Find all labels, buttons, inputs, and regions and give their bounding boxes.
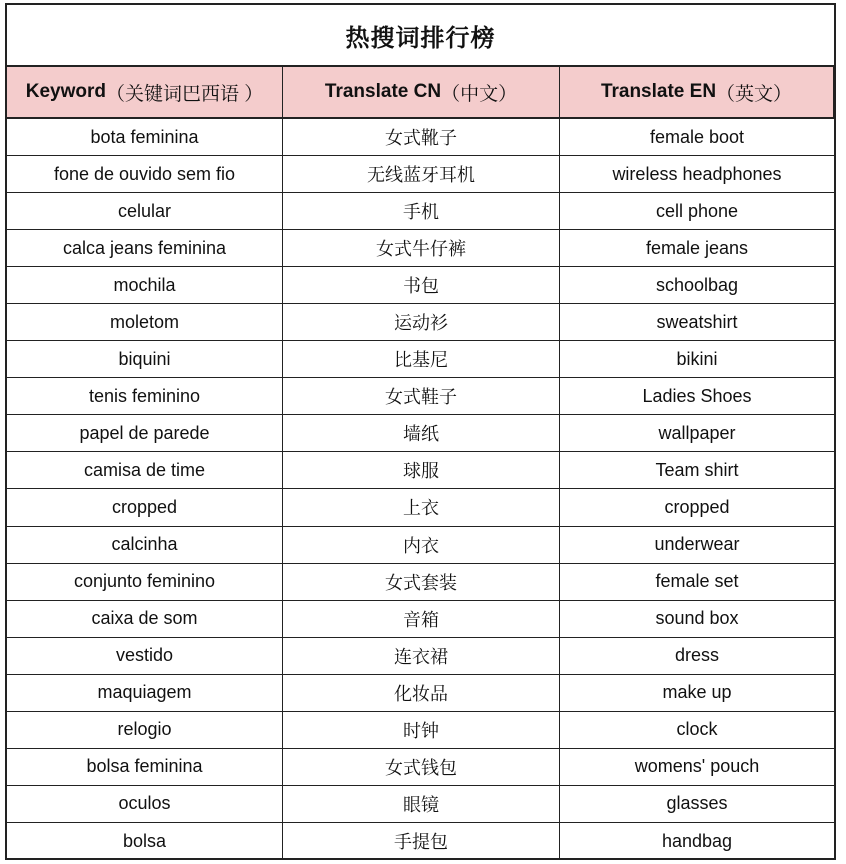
hot-search-table [5,3,836,860]
translate-en-cell: glasses [560,786,834,823]
translate-cn-cell: 女式钱包 [283,749,560,786]
translate-cn-cell: 时钟 [283,712,560,749]
translate-cn-cell: 球服 [283,452,560,489]
translate-en-cell: dress [560,638,834,675]
translate-cn-cell: 墙纸 [283,415,560,452]
keyword-cell: vestido [7,638,283,675]
table-grid [7,67,834,860]
table-title: 热搜词排行榜 [7,5,834,67]
header-keyword [7,67,283,119]
keyword-cell: cropped [7,489,283,526]
translate-en-cell: sweatshirt [560,304,834,341]
keyword-cell: caixa de som [7,601,283,638]
translate-cn-cell: 手提包 [283,823,560,860]
keyword-cell: bota feminina [7,119,283,156]
keyword-cell: bolsa feminina [7,749,283,786]
translate-en-cell: cell phone [560,193,834,230]
header-cn-note: （中文） [441,83,518,105]
translate-cn-cell: 女式靴子 [283,119,560,156]
translate-en-cell: wallpaper [560,415,834,452]
header-translate-cn [283,67,560,119]
translate-en-cell: Ladies Shoes [560,378,834,415]
header-translate-en [560,67,834,119]
header-cn-main: Translate CN [324,81,442,102]
translate-en-cell: womens' pouch [560,749,834,786]
translate-cn-cell: 女式鞋子 [283,378,560,415]
translate-cn-cell: 无线蓝牙耳机 [283,156,560,193]
keyword-cell: bolsa [7,823,283,860]
translate-en-cell: bikini [560,341,834,378]
translate-cn-cell: 女式牛仔裤 [283,230,560,267]
translate-en-cell: handbag [661,830,733,851]
translate-cn-cell: 音箱 [283,601,560,638]
keyword-cell: tenis feminino [7,378,283,415]
header-en-main: Translate EN [600,81,717,102]
keyword-cell: papel de parede [7,415,283,452]
translate-en-cell: underwear [560,527,834,564]
keyword-cell: relogio [7,712,283,749]
keyword-cell: biquini [7,341,283,378]
translate-en-cell: female set [560,564,834,601]
translate-en-cell: cropped [560,489,834,526]
keyword-cell: conjunto feminino [7,564,283,601]
translate-cn-cell: 连衣裙 [283,638,560,675]
translate-en-cell: schoolbag [560,267,834,304]
keyword-cell: maquiagem [7,675,283,712]
translate-en-cell: sound box [560,601,834,638]
translate-cn-cell: 比基尼 [283,341,560,378]
header-keyword-note: （关键词巴西语 ） [105,83,264,105]
translate-cn-cell: 眼镜 [283,786,560,823]
header-en-note: （英文） [716,83,793,105]
translate-en-cell: female boot [560,119,834,156]
keyword-cell: calca jeans feminina [7,230,283,267]
keyword-cell: moletom [7,304,283,341]
translate-cn-cell: 化妆品 [283,675,560,712]
translate-en-cell: Team shirt [560,452,834,489]
keyword-cell: camisa de time [7,452,283,489]
keyword-cell: celular [7,193,283,230]
translate-cn-cell: 女式套装 [283,564,560,601]
translate-cn-cell: 书包 [283,267,560,304]
translate-cn-cell: 运动衫 [283,304,560,341]
keyword-cell: calcinha [7,527,283,564]
translate-en-cell: female jeans [560,230,834,267]
translate-en-cell: wireless headphones [560,156,834,193]
translate-en-cell: clock [560,712,834,749]
keyword-cell: fone de ouvido sem fio [7,156,283,193]
keyword-cell: oculos [7,786,283,823]
translate-cn-cell: 手机 [283,193,560,230]
translate-en-cell: make up [560,675,834,712]
translate-cn-cell: 内衣 [283,527,560,564]
header-keyword-main: Keyword [25,81,106,102]
translate-cn-cell: 上衣 [283,489,560,526]
keyword-cell: mochila [7,267,283,304]
